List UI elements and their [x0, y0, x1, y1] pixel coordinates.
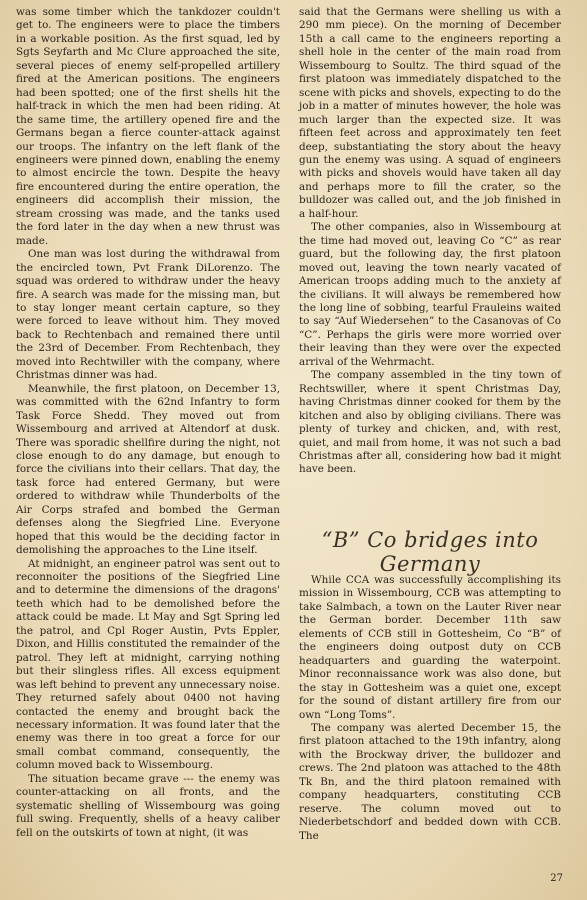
- paragraph: said that the Germans were shelling us with a 290 mm piece). On the morning of December 15th a call came to the engineers reporting a shell hole in the center of the main road from Wissembourg to Soultz. The third squad of the first platoon was immediately dispatched to the scene with picks and shovels, expecting to do the job in a matter of minutes however, the hole was much larger than the expected size. It was fifteen feet across and approximately ten feet deep, substantiating the story about the heavy gun the enemy was using. A squad of engineers with picks and shovels would have taken all day and perhaps more to fill the crater, so the bulldozer was called out, and the job finished in a half-hour.: [299, 6, 561, 220]
- right-column-lower: [299, 574, 561, 843]
- paragraph: The other companies, also in Wissembourg at the time had moved out, leaving Co “C” as rear guard, but the following day, the first platoon moved out, leaving the town nearly vacated of American troops adding much to the anxiety af the civilians. It will always be remembered how the long line of sobbing, tearful Frauleins waited to say “Auf Wiedersehen” to the Casanovas of Co “C”. Perhaps the girls were more worried over their leaving than they were over the expected arrival of the Wehrmacht.: [299, 221, 561, 368]
- paragraph: The situation became grave --- the enemy was counter-attacking on all fronts, and the systematic shelling of Wissembourg was going full swing. Frequently, shells of a heavy caliber fell on the outskirts of town at night, (it was: [16, 772, 280, 839]
- right-column: [299, 6, 561, 477]
- paragraph: Meanwhile, the first platoon, on December 13, was committed with the 62nd Infantry to form Task Force Shedd. They moved out from Wissembourg and arrived at Altendorf at dusk. There was sporadic shellfire during the night, not close enough to do any damage, but enough to force the civilians into their cellars. That day, the task force had entered Germany, but were ordered to withdraw while Thunderbolts of the Air Corps strafed and bombed the German defenses along the Siegfried Line. Everyone hoped that this would be the deciding factor in demolishing the approaches to the Line itself.: [16, 382, 280, 557]
- paragraph: One man was lost during the withdrawal from the encircled town, Pvt Frank DiLorenzo. The squad was ordered to withdraw under the heavy fire. A search was made for the missing man, but to stay longer meant certain capture, so they were forced to leave without him. They moved back to Rechtenbach and remained there until the 23rd of December. From Rechtenbach, they moved into Rechtwiller with the company, where Christmas dinner was had.: [16, 248, 280, 382]
- paragraph: While CCA was successfully accomplishing its mission in Wissembourg, CCB was attempting to take Salmbach, a town on the Lauter River near the German border. December 11th saw elements of CCB still in Gottesheim, Co “B” of the engineers doing outpost duty on CCB headquarters and guarding the waterpoint. Minor reconnaissance work was also done, but the stay in Gottesheim was a quiet one, except for the sound of distant artillery fire from our own “Long Toms”.: [299, 574, 561, 721]
- paragraph: The company assembled in the tiny town of Rechtswiller, where it spent Christmas Day, having Christmas dinner cooked for them by the kitchen and also by obliging civilians. There was plenty of turkey and chicken, and, with rest, quiet, and mail from home, it was not such a bad Christmas after all, considering how bad it might have been.: [299, 369, 561, 476]
- left-column: [16, 6, 280, 840]
- paragraph: The company was alerted December 15, the first platoon attached to the 19th infantry, along with the Brockway driver, the bulldozer and crews. The 2nd platoon was attached to the 48th Tk Bn, and the third platoon remained with company headquarters, constituting CCB reserve. The column moved out to Niederbetschdorf and bedded down with CCB. The: [299, 721, 561, 842]
- section-heading: “B” Co bridges into Germany: [321, 528, 539, 576]
- paragraph: was some timber which the tankdozer couldn't get to. The engineers were to place the timbers in a workable position. As the first squad, led by Sgts Seyfarth and Mc Clure approached the site, several pieces of enemy self-propelled artillery fired at the American positions. The engineers had been spotted; one of the first shells hit the half-track in which the men had been riding. At the same time, the artillery opened fire and the Germans began a fierce counter-attack against our troops. The infantry on the left flank of the engineers were pinned down, enabling the enemy to almost encircle the town. Despite the heavy fire encountered during the entire operation, the engineers did accomplish their mission, the stream crossing was made, and the tanks used the ford later in the day when a new thrust was made.: [16, 6, 280, 247]
- page-number: 27: [550, 873, 563, 884]
- paragraph: At midnight, an engineer patrol was sent out to reconnoiter the positions of the Siegfried Line and to determine the dimensions of the dragons' teeth which had to be demolished before the attack could be made. Lt May and Sgt Spring led the patrol, and Cpl Roger Austin, Pvts Eppler, Dixon, and Hillis constituted the remainder of the patrol. They left at midnight, carrying nothing but their slingless rifles. All excess equipment was left behind to prevent any unnecessary noise. They returned safely about 0400 not having contacted the enemy and brought back the necessary information. It was found later that the enemy was there in too great a force for our small combat command, consequently, the column moved back to Wissembourg.: [16, 557, 280, 772]
